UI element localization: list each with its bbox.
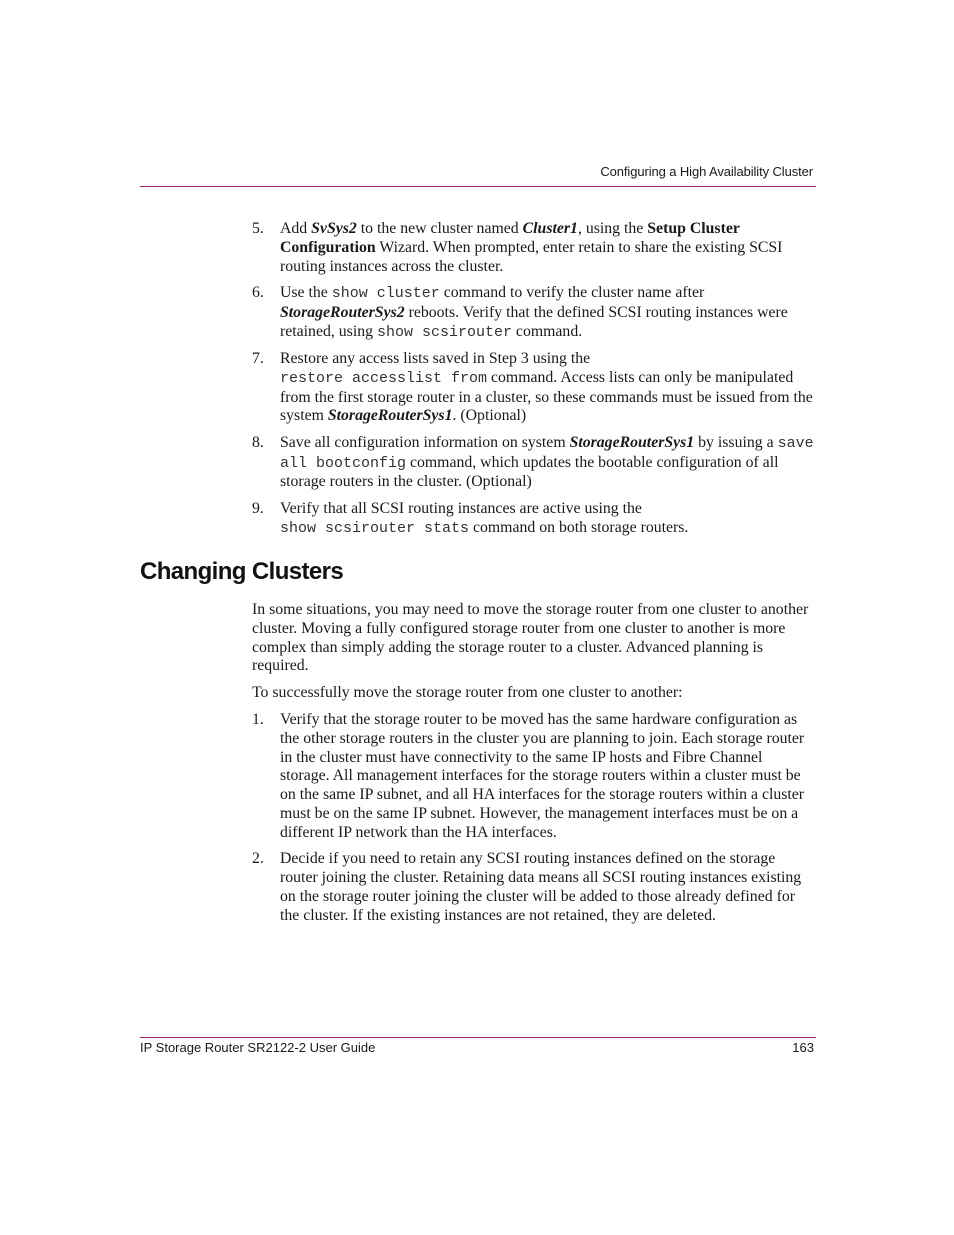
step-number: 8. (252, 433, 264, 451)
list-item (252, 284, 814, 342)
emphasis-text: StorageRouterSys2 (280, 303, 405, 321)
step-text (280, 434, 814, 492)
step-text (280, 220, 814, 276)
footer-guide-title: IP Storage Router SR2122-2 User Guide (140, 1040, 376, 1055)
step-text (280, 711, 814, 843)
step-text-segment: Restore any access lists saved in Step 3 using the (280, 349, 591, 367)
step-number: 5. (252, 220, 264, 237)
emphasis-text: Cluster1 (522, 220, 578, 237)
running-header: Configuring a High Availability Cluster (600, 164, 813, 179)
step-number: 6. (252, 283, 264, 301)
steps-list-part2 (252, 711, 814, 933)
step-text-segment: , using the (577, 220, 648, 237)
step-number: 2. (252, 850, 264, 868)
intro-paragraph: To successfully move the storage router from one cluster to another: (252, 683, 683, 701)
section-heading: Changing Clusters (140, 558, 344, 585)
step-text-segment: Verify that the storage router to be moved has the same hardware configuration as the other storage routers in the cluster you are planning to join. Each storage router in the cluster must have connectivity to the same IP hosts and Fibre Channel storage. All management interfaces for the storage routers within a cluster must be on the same IP subnet, and all HA interfaces for the storage routers within a cluster must be on the same IP subnet. However, the management interfaces must be on a different IP network than the HA interfaces. (280, 711, 805, 841)
command-text: show scsirouter stats (280, 519, 470, 537)
step-text-segment: reboots. Verify that the defined SCSI routing instances were retained, using (280, 303, 788, 340)
step-text (280, 284, 814, 342)
emphasis-text: StorageRouterSys1 (327, 407, 453, 425)
step-number: 7. (252, 349, 264, 367)
step-text (280, 350, 814, 426)
list-item (252, 850, 814, 925)
step-text-segment: . (Optional) (452, 407, 527, 425)
step-number: 9. (252, 499, 264, 517)
intro-paragraph: In some situations, you may need to move the storage router from one cluster to another cluster. Moving a fully configured storage router from one cluster to another is more complex than simply adding the storage router to a cluster. Advanced planning is required. (252, 601, 809, 675)
command-text: show cluster (331, 284, 440, 302)
footer-rule (140, 1037, 816, 1038)
step-text-segment: command to verify the cluster name after (439, 283, 705, 301)
step-number: 1. (252, 711, 264, 728)
page-number: 163 (792, 1040, 814, 1055)
command-text: save all bootconfig (280, 434, 814, 472)
emphasis-text: SvSys2 (311, 220, 357, 237)
section-intro (252, 601, 814, 710)
command-text: show scsirouter (376, 323, 512, 341)
step-text (280, 500, 814, 539)
step-text-segment: to the new cluster named (356, 220, 523, 237)
list-item (252, 500, 814, 539)
list-item (252, 434, 814, 492)
step-text-segment: command on both storage routers. (469, 518, 689, 536)
step-text-segment: command. Access lists can only be manipulated from the first storage router in a cluster, so these commands must be issued from the system (280, 368, 813, 425)
step-text-segment: Use the (280, 283, 332, 301)
command-text: restore accesslist from (280, 369, 488, 387)
list-item (252, 350, 814, 426)
step-text-segment: Decide if you need to retain any SCSI routing instances defined on the storage router joining the cluster. Retaining data means all SCSI routing instances existing on the storage router joining the cluster will be added to those already defined for the cluster. If the existing instances are not retained, they are deleted. (280, 850, 802, 924)
list-item (252, 220, 814, 276)
step-text-segment: Add (280, 220, 312, 237)
step-text-segment: command, which updates the bootable configuration of all storage routers in the cluster. (Optional) (280, 453, 779, 491)
step-text-segment: Verify that all SCSI routing instances are active using the (280, 499, 642, 517)
step-text-segment: by issuing a (694, 433, 778, 451)
steps-list-part1 (252, 220, 814, 546)
step-text-segment: Wizard. When prompted, enter retain to share the existing SCSI routing instances across the cluster. (280, 238, 783, 275)
emphasis-text: StorageRouterSys1 (569, 433, 695, 451)
list-item (252, 711, 814, 843)
step-text-segment: command. (511, 322, 583, 340)
step-text-segment: Save all configuration information on system (280, 433, 570, 451)
header-rule (140, 186, 816, 187)
step-text (280, 850, 814, 925)
emphasis-text: Setup Cluster Configuration (280, 220, 740, 256)
